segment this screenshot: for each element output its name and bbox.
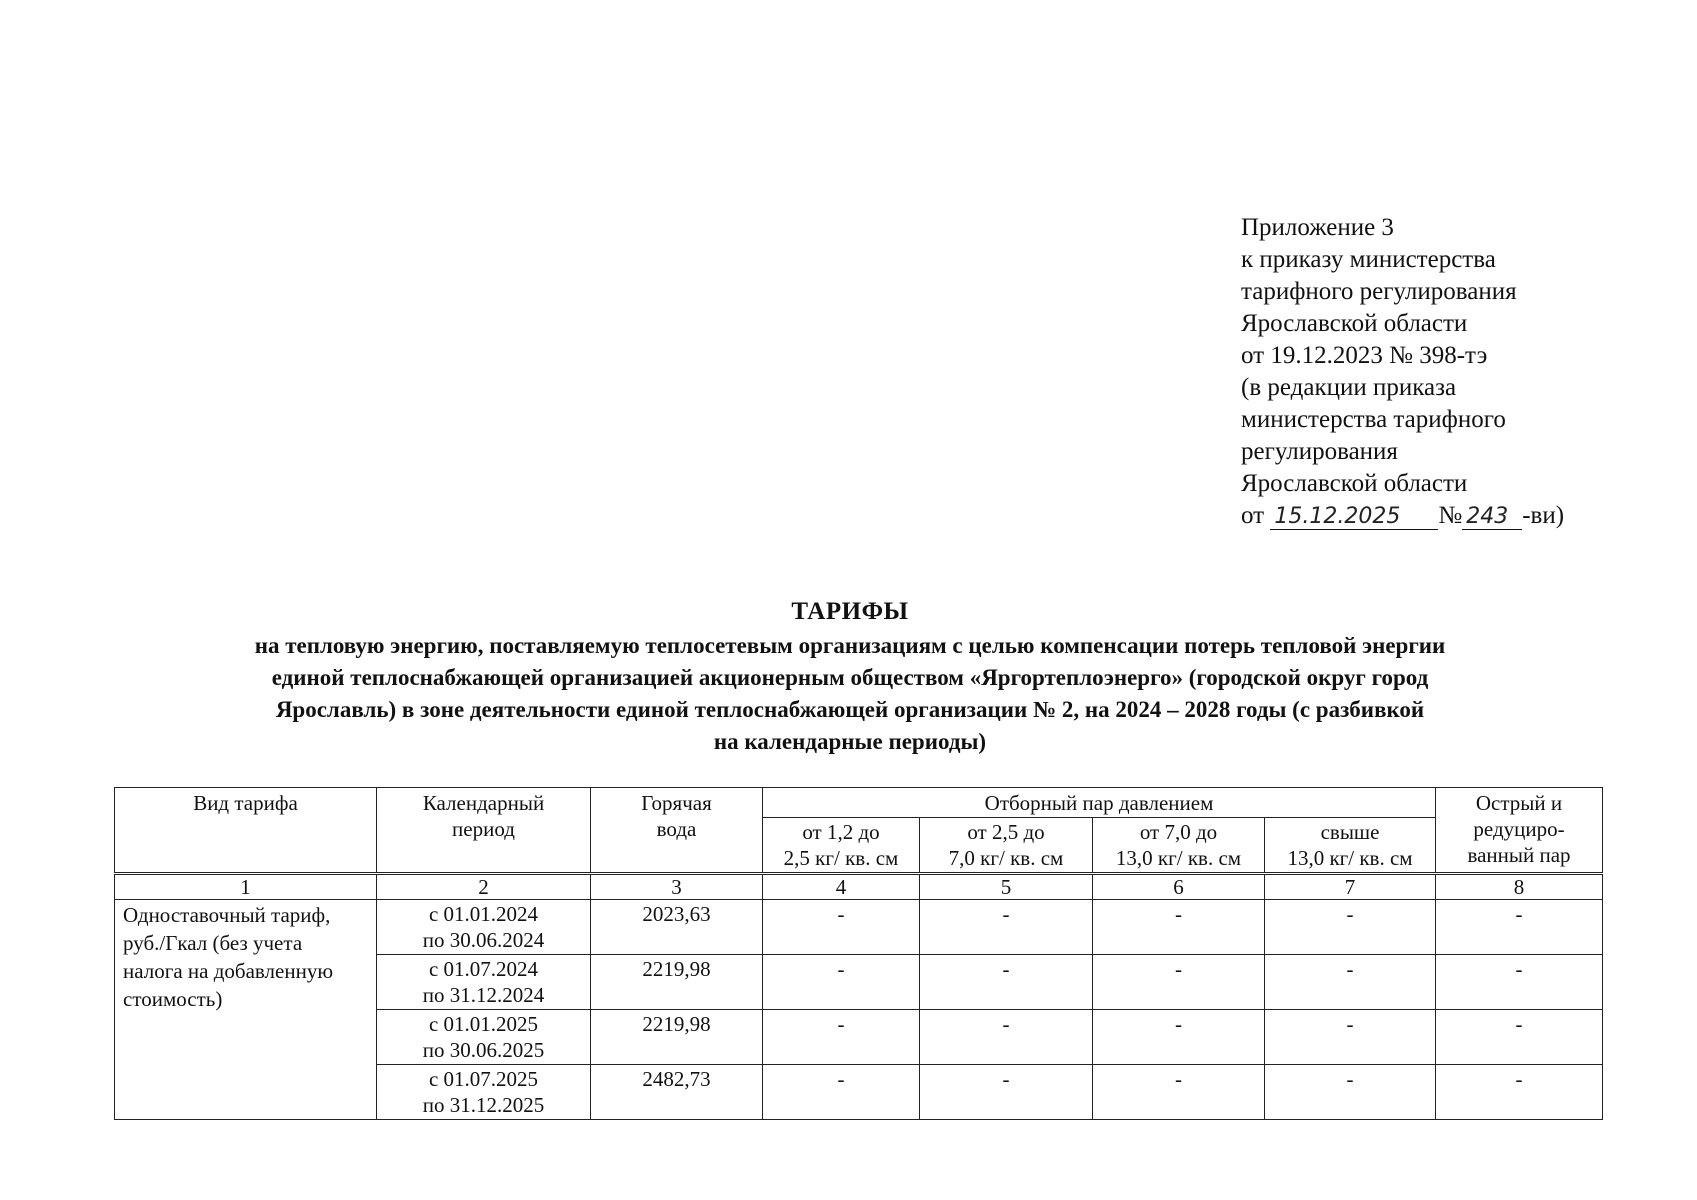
header-steam-line: от 2,5 до [967,820,1045,844]
steam-value: - [1265,1010,1436,1065]
header-kind: Вид тарифа [115,788,377,874]
period-end: по 30.06.2025 [422,1038,545,1062]
period-start: с 01.07.2024 [428,957,539,981]
steam-value: - [763,955,920,1010]
appendix-last-line [1241,500,1661,532]
appendix-from-prefix: от [1241,502,1265,529]
steam-value: - [1265,1065,1436,1120]
column-index-row [115,874,1603,900]
document-title-block [100,596,1600,758]
column-index: 7 [1265,874,1436,900]
header-hot-water-line: Горячая [641,791,712,815]
appendix-line: от 19.12.2023 № 398-тэ [1241,342,1488,369]
appendix-line: Ярославской области [1241,470,1468,497]
column-index: 5 [920,874,1093,900]
subtitle-line: на календарные периоды) [713,729,987,754]
header-steam-col [763,818,920,874]
steam-value: - [1265,955,1436,1010]
header-period [377,788,591,874]
header-steam-line: от 1,2 до [802,820,880,844]
steam-value: - [920,1010,1093,1065]
tariff-kind-line: руб./Гкал (без учета [123,931,303,955]
period-start: с 01.01.2024 [428,902,539,926]
header-period-line: период [452,817,515,841]
steam-value: - [1093,900,1265,955]
tariff-kind-line: налога на добавленную [123,959,334,983]
hot-water-value: 2482,73 [591,1065,763,1120]
steam-value: - [1265,900,1436,955]
period-start: с 01.07.2025 [428,1067,539,1091]
tariff-table [114,787,1603,1120]
header-steam-group: Отборный пар давлением [763,788,1436,818]
hot-water-value: 2023,63 [591,900,763,955]
appendix-suffix: -ви) [1522,502,1565,529]
period-cell [377,900,591,955]
header-sharp-line: ванный пар [1467,843,1571,867]
tariff-kind-line: Одноставочный тариф, [123,903,331,927]
subtitle-line: на тепловую энергию, поставляемую теплосетевым организациям с целью компенсации потерь тепловой энергии [254,633,1446,658]
header-steam-col [1093,818,1265,874]
appendix-block [1241,212,1661,532]
period-cell [377,1065,591,1120]
appendix-line: Приложение 3 [1241,214,1394,241]
subtitle-line: Ярославль) в зоне деятельности единой теплоснабжающей организации № 2, на 2024 – 2028 годы (с разбивкой [275,697,1425,722]
period-end: по 31.12.2024 [422,983,545,1007]
header-hot-water [591,788,763,874]
column-index: 1 [115,874,377,900]
header-steam-line: от 7,0 до [1139,820,1218,844]
header-sharp-line: Острый и [1475,791,1563,815]
sharp-steam-value: - [1436,1010,1603,1065]
appendix-line: к приказу министерства [1241,246,1496,273]
header-period-line: Календарный [422,791,545,815]
document-subtitle [100,630,1600,758]
steam-value: - [763,1065,920,1120]
number-sign: № [1438,502,1463,529]
hot-water-value: 2219,98 [591,955,763,1010]
header-steam-line: 13,0 кг/ кв. см [1287,846,1413,870]
steam-value: - [920,900,1093,955]
header-sharp-steam [1436,788,1603,874]
document-title: ТАРИФЫ [791,598,909,625]
tariff-kind-cell [115,900,377,1120]
column-index: 3 [591,874,763,900]
appendix-line: министерства тарифного [1241,406,1506,433]
period-end: по 31.12.2025 [422,1093,545,1117]
header-steam-line: 2,5 кг/ кв. см [783,846,899,870]
hot-water-value: 2219,98 [591,1010,763,1065]
header-steam-col [920,818,1093,874]
column-index: 8 [1436,874,1603,900]
period-cell [377,955,591,1010]
tariff-kind-line: стоимость) [123,987,223,1011]
column-index: 6 [1093,874,1265,900]
sharp-steam-value: - [1436,1065,1603,1120]
header-steam-line: свыше [1320,820,1380,844]
header-hot-water-line: вода [656,817,697,841]
handwritten-date: 15.12.2025 [1270,505,1438,530]
steam-value: - [1093,955,1265,1010]
steam-value: - [763,1010,920,1065]
steam-value: - [1093,1010,1265,1065]
header-steam-line: 7,0 кг/ кв. см [948,846,1064,870]
column-index: 2 [377,874,591,900]
column-index: 4 [763,874,920,900]
header-steam-col [1265,818,1436,874]
table-row [115,900,1603,955]
period-cell [377,1010,591,1065]
steam-value: - [763,900,920,955]
sharp-steam-value: - [1436,900,1603,955]
period-end: по 30.06.2024 [422,928,545,952]
header-sharp-line: редуциро- [1473,817,1565,841]
sharp-steam-value: - [1436,955,1603,1010]
table-header-row [115,788,1603,818]
period-start: с 01.01.2025 [428,1012,539,1036]
steam-value: - [920,955,1093,1010]
appendix-line: регулирования [1241,438,1398,465]
appendix-line: тарифного регулирования [1241,278,1517,305]
appendix-line: Ярославской области [1241,310,1468,337]
steam-value: - [920,1065,1093,1120]
header-steam-line: 13,0 кг/ кв. см [1115,846,1242,870]
subtitle-line: единой теплоснабжающей организацией акционерным обществом «Яргортеплоэнерго» (городской округ город [271,665,1429,690]
steam-value: - [1093,1065,1265,1120]
appendix-line: (в редакции приказа [1241,374,1457,401]
handwritten-number: 243 [1462,505,1522,530]
